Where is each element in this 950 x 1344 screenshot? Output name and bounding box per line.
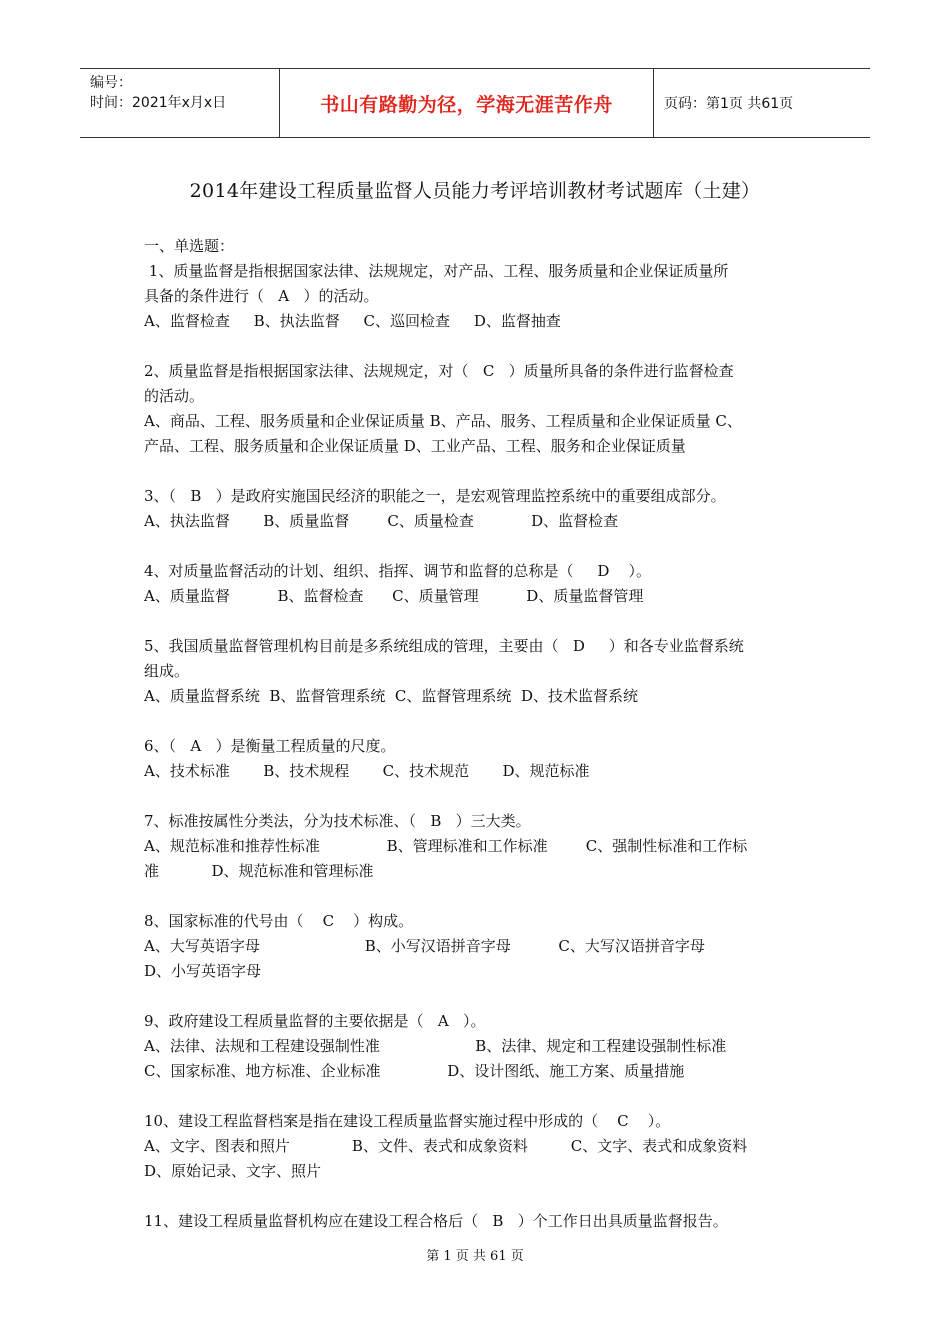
document-title: 2014年建设工程质量监督人员能力考评培训教材考试题库（土建） xyxy=(189,180,761,202)
text-line: 组成。 xyxy=(144,662,190,680)
header-meta xyxy=(80,69,280,137)
text-line: 的活动。 xyxy=(144,387,205,405)
text-line: 11、建设工程质量监督机构应在建设工程合格后（ B ）个工作日出具质量监督报告。 xyxy=(144,1212,728,1230)
page-code-text: 页码：第1页 共61页 xyxy=(664,96,794,112)
text-line: A、质量监督 B、监督检查 C、质量管理 D、质量监督管理 xyxy=(144,587,644,605)
text-line: D、小写英语字母 xyxy=(144,962,262,980)
text-line: D、原始记录、文字、照片 xyxy=(144,1162,322,1180)
text-line: A、文字、图表和照片 B、文件、表式和成象资料 C、文字、表式和成象资料 xyxy=(144,1137,748,1155)
text-line: A、监督检查 B、执法监督 C、巡回检查 D、监督抽查 xyxy=(144,312,561,330)
text-line: A、大写英语字母 B、小写汉语拼音字母 C、大写汉语拼音字母 xyxy=(144,937,705,955)
text-line: 7、标准按属性分类法，分为技术标准、（ B ）三大类。 xyxy=(144,812,531,830)
header-page-code xyxy=(654,69,870,137)
page-header xyxy=(80,68,870,138)
text-line: 2、质量监督是指根据国家法律、法规规定，对（ C ）质量所具备的条件进行监督检查 xyxy=(144,362,734,380)
text-line: A、执法监督 B、质量监督 C、质量检查 D、监督检查 xyxy=(144,512,619,530)
page-footer: 第 1 页 共 61 页 xyxy=(426,1249,524,1264)
blank-line xyxy=(144,709,810,734)
text-line: 9、政府建设工程质量监督的主要依据是（ A ）。 xyxy=(144,1012,486,1030)
text-line: A、法律、法规和工程建设强制性准 B、法律、规定和工程建设强制性标准 xyxy=(144,1037,727,1055)
blank-line xyxy=(144,534,810,559)
text-line: 4、对质量监督活动的计划、组织、指挥、调节和监督的总称是（ D ）。 xyxy=(144,562,651,580)
text-line: 准 D、规范标准和管理标准 xyxy=(144,862,374,880)
blank-line xyxy=(144,784,810,809)
text-line: A、规范标准和推荐性标准 B、管理标准和工作标准 C、强制性标准和工作标 xyxy=(144,837,748,855)
question-list xyxy=(144,234,810,1234)
text-line: 1、质量监督是指根据国家法律、法规规定，对产品、工程、服务质量和企业保证质量所 xyxy=(144,262,729,280)
header-motto-cell xyxy=(280,69,654,137)
text-line: A、商品、工程、服务质量和企业保证质量 B、产品、服务、工程质量和企业保证质量 C、 xyxy=(144,412,742,430)
text-line: 具备的条件进行（ A ）的活动。 xyxy=(144,287,379,305)
number-label: 编号： xyxy=(90,75,132,91)
text-line: 一、单选题： xyxy=(144,237,235,255)
text-line: C、国家标准、地方标准、企业标准 D、设计图纸、施工方案、质量措施 xyxy=(144,1062,685,1080)
text-line: A、技术标准 B、技术规程 C、技术规范 D、规范标准 xyxy=(144,762,590,780)
time-label: 时间：2021年x月x日 xyxy=(90,95,227,111)
blank-line xyxy=(144,1184,810,1209)
text-line: 5、我国质量监督管理机构目前是多系统组成的管理，主要由（ D ）和各专业监督系统 xyxy=(144,637,744,655)
blank-line xyxy=(144,334,810,359)
blank-line xyxy=(144,984,810,1009)
blank-line xyxy=(144,884,810,909)
text-line: 8、国家标准的代号由（ C ）构成。 xyxy=(144,912,414,930)
blank-line xyxy=(144,1084,810,1109)
text-line: 10、建设工程监督档案是指在建设工程质量监督实施过程中形成的（ C ）。 xyxy=(144,1112,671,1130)
blank-line xyxy=(144,609,810,634)
text-line: 3、（ B ）是政府实施国民经济的职能之一，是宏观管理监控系统中的重要组成部分。 xyxy=(144,487,726,505)
text-line: A、质量监督系统 B、监督管理系统 C、监督管理系统 D、技术监督系统 xyxy=(144,687,638,705)
motto-text: 书山有路勤为径，学海无涯苦作舟 xyxy=(320,93,613,116)
blank-line xyxy=(144,459,810,484)
text-line: 6、（ A ）是衡量工程质量的尺度。 xyxy=(144,737,396,755)
text-line: 产品、工程、服务质量和企业保证质量 D、工业产品、工程、服务和企业保证质量 xyxy=(144,437,686,455)
